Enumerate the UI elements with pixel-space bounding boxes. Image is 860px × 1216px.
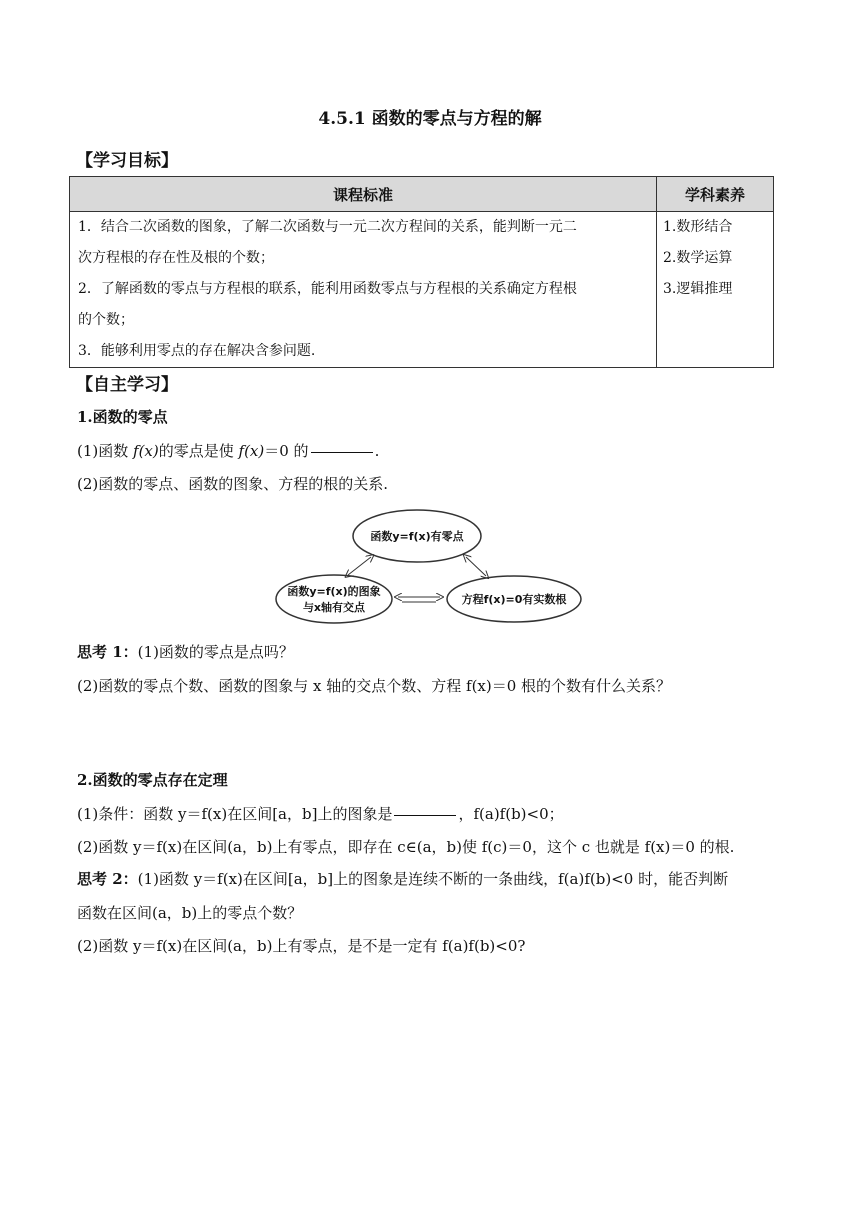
- diagram-left-label-1: 函数y=f(x)的图象: [287, 585, 381, 598]
- literacy-cell: [657, 212, 774, 368]
- standard-line: 2．了解函数的零点与方程根的联系，能利用函数零点与方程根的关系确定方程根: [78, 281, 577, 297]
- relation-diagram: [270, 505, 590, 625]
- part2-item1: (1)条件：函数 y＝f(x)在区间[a，b]上的图象是 ，f(a)f(b)<0；: [77, 805, 564, 823]
- literacy-item: 3.逻辑推理: [663, 281, 733, 297]
- think2-q1-cont: 函数在区间(a，b)上的零点个数？: [77, 904, 303, 922]
- diagram-left-label-2: 与x轴有交点: [302, 601, 366, 614]
- literacy-item: 2.数学运算: [663, 250, 733, 266]
- standard-line: 次方程根的存在性及根的个数；: [78, 250, 274, 266]
- standards-cell: [70, 212, 657, 368]
- header-standards: 课程标准: [70, 177, 657, 212]
- part1-item2: (2)函数的零点、函数的图象、方程的根的关系.: [77, 475, 389, 493]
- literacy-item: 1.数形结合: [663, 219, 733, 235]
- think1-q2: (2)函数的零点个数、函数的图象与 x 轴的交点个数、方程 f(x)＝0 根的个数有什么关系？: [77, 677, 672, 695]
- standard-line: 3．能够利用零点的存在解决含参问题.: [78, 343, 316, 359]
- part1-heading: 1.函数的零点: [77, 408, 168, 426]
- answer-blank[interactable]: [394, 814, 456, 816]
- standard-line: 的个数；: [78, 312, 134, 328]
- answer-blank[interactable]: [311, 451, 373, 453]
- part1-item1: (1)函数 f(x)的零点是使 f(x)＝0 的 .: [77, 442, 380, 460]
- double-arrow-icon: [348, 557, 371, 575]
- think2-q1: 思考 2：(1)函数 y＝f(x)在区间[a，b]上的图象是连续不断的一条曲线，f(a)f(b)<0 时，能否判断: [77, 870, 729, 888]
- part2-item2: (2)函数 y＝f(x)在区间(a，b)上有零点，即存在 c∈(a，b)使 f(c)＝0，这个 c 也就是 f(x)＝0 的根.: [77, 838, 735, 856]
- section-heading-goals: 【学习目标】: [76, 151, 178, 171]
- ellipse-graph-intersect: [276, 575, 392, 623]
- header-literacy: 学科素养: [657, 177, 774, 212]
- part2-heading: 2.函数的零点存在定理: [77, 771, 228, 789]
- goals-table: [69, 176, 774, 368]
- page-title: 4.5.1 函数的零点与方程的解: [318, 109, 542, 129]
- section-heading-self-study: 【自主学习】: [76, 375, 178, 395]
- diagram-right-label: 方程f(x)=0有实数根: [461, 593, 567, 606]
- double-arrow-icon: [466, 557, 486, 576]
- standard-line: 1．结合二次函数的图象，了解二次函数与一元二次方程间的关系，能判断一元二: [78, 219, 577, 235]
- think2-q2: (2)函数 y＝f(x)在区间(a，b)上有零点，是不是一定有 f(a)f(b)<0?: [77, 937, 526, 955]
- think1-q1: 思考 1：(1)函数的零点是点吗？: [77, 643, 294, 661]
- diagram-top-label: 函数y=f(x)有零点: [370, 530, 464, 543]
